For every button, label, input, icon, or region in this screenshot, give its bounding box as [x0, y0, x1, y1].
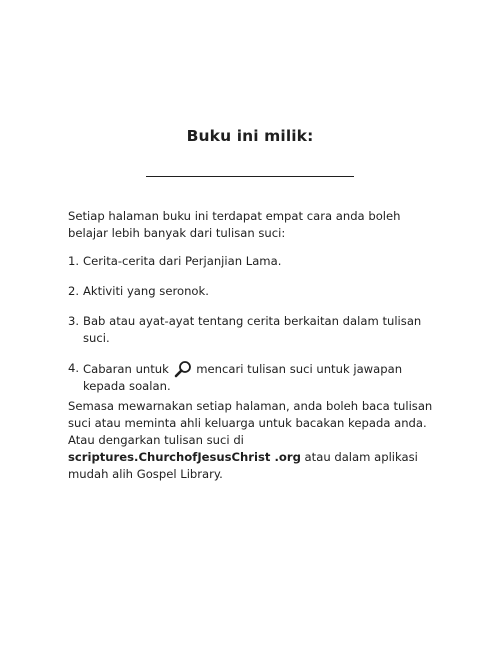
list-item-text: Bab atau ayat-ayat tentang cerita berkaitan dalam tulisan suci.: [83, 314, 422, 345]
list-item: [68, 360, 438, 395]
scriptures-link[interactable]: scriptures.ChurchofJesusChrist .org: [68, 450, 301, 464]
list-number: 1.: [68, 254, 80, 268]
list-item: [68, 313, 438, 347]
list-number: 3.: [68, 314, 80, 328]
list-item-text-before: Cabaran untuk: [83, 362, 169, 376]
list-item-text: Cerita-cerita dari Perjanjian Lama.: [83, 254, 282, 268]
page-title: Buku ini milik:: [186, 127, 314, 145]
closing-text-pre: Semasa mewarnakan setiap halaman, anda boleh baca tulisan suci atau meminta ahli keluarga untuk bacakan kepada anda. Atau dengarkan tulisan suci di: [68, 399, 433, 447]
closing-paragraph: [68, 398, 438, 483]
list-number: 2.: [68, 284, 80, 298]
list-number: 4.: [68, 361, 80, 375]
list-item-text-after: mencari tulisan suci untuk jawapan kepada soalan.: [83, 362, 403, 393]
magnifying-glass-icon: [174, 360, 192, 378]
intro-paragraph: Setiap halaman buku ini terdapat empat cara anda boleh belajar lebih banyak dari tulisan suci:: [68, 209, 401, 240]
list-item: [68, 283, 438, 300]
name-write-line: [146, 176, 354, 177]
ways-list: [68, 253, 438, 408]
list-item: [68, 253, 438, 270]
list-item-text: Aktiviti yang seronok.: [83, 284, 209, 298]
closing-text-post: atau dalam aplikasi mudah alih Gospel Library.: [68, 450, 418, 481]
